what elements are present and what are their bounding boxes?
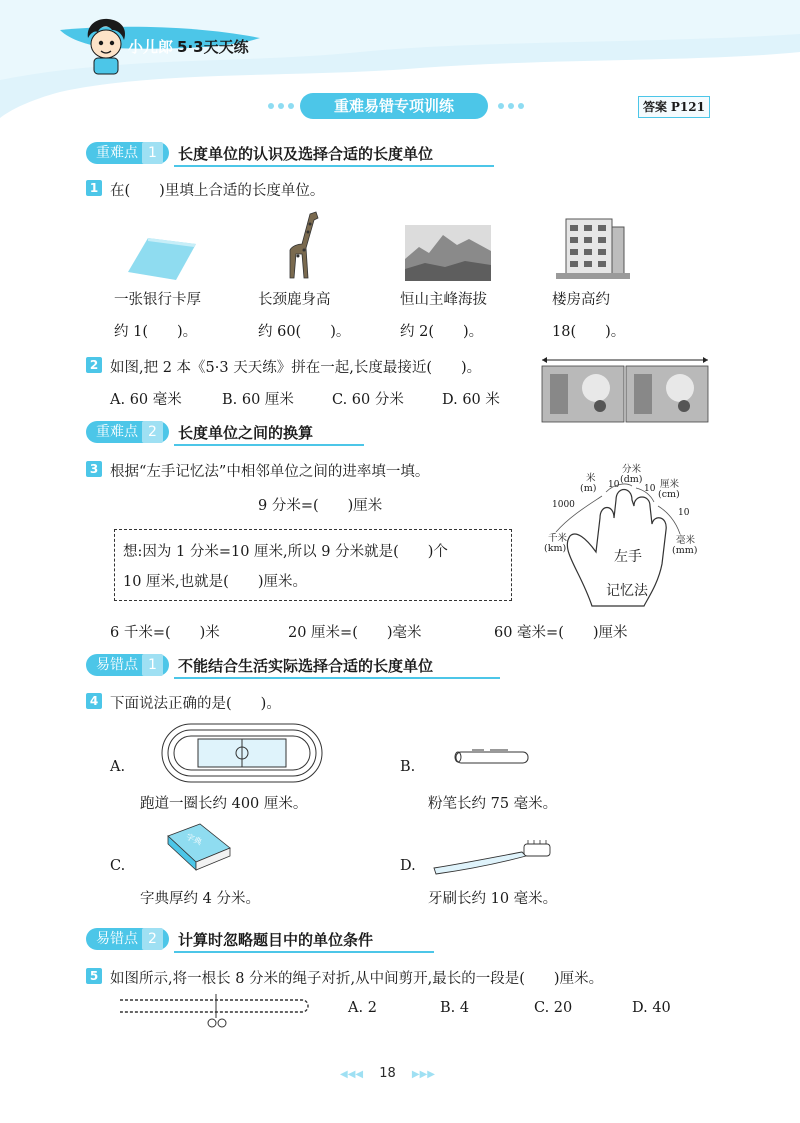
- folded-rope-image: [116, 990, 312, 1030]
- question-number: 4: [86, 693, 102, 709]
- hand-unit: 千米: [548, 533, 568, 544]
- hand-unit: 分米: [622, 464, 642, 475]
- hand-rate: 1000: [552, 500, 575, 510]
- conversion-blank: 6 千米=( )米: [110, 625, 220, 641]
- section-tag-label: 易错点: [96, 931, 138, 947]
- option-letter: D.: [400, 858, 416, 874]
- answer-label: 答案: [643, 100, 668, 114]
- brand-logo: [128, 36, 249, 57]
- answer-reference: [638, 96, 710, 118]
- section-underline: [174, 677, 500, 679]
- q1-item-line2: 约 2( )。: [400, 324, 484, 340]
- q1-item-line1: 长颈鹿身高: [258, 292, 331, 308]
- section-tag: [86, 421, 169, 443]
- q1-item-line1: 楼房高约: [552, 292, 610, 308]
- question-stem: 如图所示,将一根长 8 分米的绳子对折,从中间剪开,最长的一段是( )厘米。: [110, 971, 604, 987]
- section-tag: [86, 142, 169, 164]
- option-text: 跑道一圈长约 400 厘米。: [140, 796, 308, 812]
- two-books-image: [540, 354, 710, 424]
- section-tag-number: 1: [142, 654, 163, 676]
- section-title: 长度单位之间的换算: [178, 424, 314, 442]
- hand-rate: 10: [608, 480, 620, 490]
- option: D. 60 米: [442, 392, 500, 408]
- hint-line2: 10 厘米,也就是( )厘米。: [123, 574, 307, 590]
- question-stem: 下面说法正确的是( )。: [110, 696, 281, 712]
- banner-dot: [278, 103, 284, 109]
- chalk-image: [450, 746, 532, 768]
- hand-unit: (dm): [620, 474, 643, 485]
- section-underline: [174, 165, 494, 167]
- question-stem: 如图,把 2 本《5·3 天天练》拼在一起,长度最接近( )。: [110, 360, 482, 376]
- hand-unit: (cm): [658, 489, 680, 500]
- section-tag-number: 2: [142, 928, 163, 950]
- option: A. 2: [348, 1000, 377, 1016]
- question-number: 5: [86, 968, 102, 984]
- hint-line1: 想:因为 1 分米=10 厘米,所以 9 分米就是( )个: [123, 544, 448, 560]
- option-letter: B.: [400, 759, 416, 775]
- hand-unit: (km): [544, 543, 567, 554]
- hand-unit: 毫米: [676, 535, 696, 546]
- hand-caption: 记忆法: [606, 583, 648, 599]
- banner-dot: [288, 103, 294, 109]
- question-stem: 根据“左手记忆法”中相邻单位之间的进率填一填。: [110, 464, 430, 480]
- hand-rate: 10: [644, 484, 656, 494]
- question-number: 3: [86, 461, 102, 477]
- banner-dot: [268, 103, 274, 109]
- page-title-banner: 重难易错专项训练: [300, 93, 488, 119]
- answer-page: P121: [670, 100, 705, 114]
- dictionary-image: [160, 822, 232, 872]
- option: B. 60 厘米: [222, 392, 294, 408]
- q1-item-line1: 恒山主峰海拔: [400, 292, 487, 308]
- option-text: 牙刷长约 10 毫米。: [428, 891, 558, 907]
- section-tag: [86, 928, 169, 950]
- section-underline: [174, 951, 434, 953]
- banner-dot: [518, 103, 524, 109]
- q1-item-line2: 18( )。: [552, 324, 626, 340]
- right-arrows-icon: ▶▶▶: [411, 1069, 435, 1080]
- section-tag-label: 重难点: [96, 424, 138, 440]
- section-title: 长度单位的认识及选择合适的长度单位: [178, 145, 434, 163]
- left-arrows-icon: ◀◀◀: [340, 1069, 364, 1080]
- section-tag-number: 1: [142, 142, 163, 164]
- bank-card-image: [126, 234, 198, 282]
- giraffe-image: [280, 210, 322, 282]
- building-image: [556, 213, 630, 279]
- banner-dot: [498, 103, 504, 109]
- option-letter: A.: [110, 759, 126, 775]
- hint-box: [114, 529, 512, 601]
- hand-label: 左手: [614, 549, 642, 565]
- section-title: 计算时忽略题目中的单位条件: [178, 931, 374, 949]
- page-number: 18: [379, 1066, 396, 1081]
- section-title: 不能结合生活实际选择合适的长度单位: [178, 657, 434, 675]
- q1-item-line2: 约 1( )。: [114, 324, 198, 340]
- conversion-blank: 20 厘米=( )毫米: [288, 625, 422, 641]
- mountain-image: [405, 225, 491, 281]
- option-letter: C.: [110, 858, 126, 874]
- example-blank: 9 分米=( )厘米: [258, 498, 383, 514]
- running-track-image: [160, 722, 324, 784]
- question-stem: 在( )里填上合适的长度单位。: [110, 183, 325, 199]
- option: A. 60 毫米: [110, 392, 182, 408]
- q1-item-line1: 一张银行卡厚: [114, 292, 201, 308]
- option: C. 60 分米: [332, 392, 404, 408]
- brand-name: 小儿郎: [128, 38, 174, 56]
- option: C. 20: [534, 1000, 573, 1016]
- dictionary-title: 字典: [184, 832, 204, 847]
- series-name: 5·3天天练: [177, 38, 249, 56]
- hand-unit: 米: [586, 473, 596, 484]
- section-tag-number: 2: [142, 421, 163, 443]
- option-text: 粉笔长约 75 毫米。: [428, 796, 558, 812]
- section-tag: [86, 654, 169, 676]
- question-number: 2: [86, 357, 102, 373]
- conversion-blank: 60 毫米=( )厘米: [494, 625, 628, 641]
- hand-unit: (m): [580, 483, 597, 494]
- q1-item-line2: 约 60( )。: [258, 324, 351, 340]
- page-footer: [340, 1066, 435, 1081]
- question-number: 1: [86, 180, 102, 196]
- section-underline: [174, 444, 364, 446]
- banner-dot: [508, 103, 514, 109]
- mascot-boy: [82, 16, 130, 76]
- toothbrush-image: [430, 838, 554, 878]
- option-text: 字典厚约 4 分米。: [140, 891, 260, 907]
- option: D. 40: [632, 1000, 671, 1016]
- section-tag-label: 易错点: [96, 657, 138, 673]
- hand-unit: 厘米: [660, 479, 680, 490]
- hand-unit: (mm): [672, 545, 698, 556]
- section-tag-label: 重难点: [96, 145, 138, 161]
- hand-rate: 10: [678, 508, 690, 518]
- option: B. 4: [440, 1000, 470, 1016]
